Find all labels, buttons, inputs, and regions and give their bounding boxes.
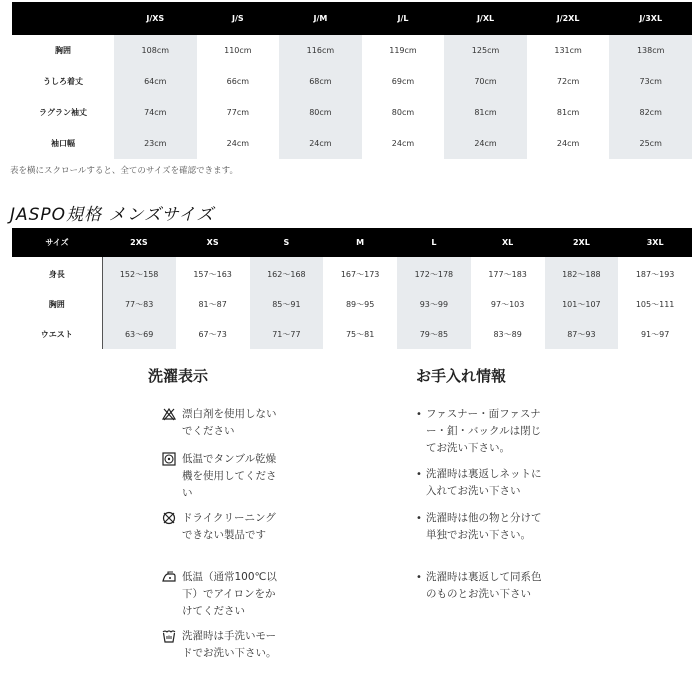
table-header-row bbox=[12, 2, 692, 35]
laundry-item-text: 洗濯時は手洗いモードでお洗い下さい。 bbox=[182, 630, 277, 659]
table-row bbox=[12, 257, 692, 289]
table-cell: 73cm bbox=[609, 66, 692, 97]
table-cell: 85〜91 bbox=[250, 289, 324, 319]
table-cell: 157〜163 bbox=[193, 269, 232, 279]
iron-low-temp-icon bbox=[162, 570, 176, 584]
table-cell: 24cm bbox=[391, 139, 415, 148]
table-header-cell bbox=[12, 2, 114, 35]
laundry-item-text: 低温でタンブル乾燥機を使用してください bbox=[182, 453, 277, 499]
table-cell: 81〜87 bbox=[198, 299, 227, 309]
row-label: うしろ着丈 bbox=[43, 77, 83, 86]
size-table-jaspo bbox=[12, 228, 692, 349]
row-label: 袖口幅 bbox=[51, 139, 75, 148]
table-cell: 71〜77 bbox=[250, 319, 324, 349]
table-row bbox=[12, 97, 692, 128]
table-cell: 138cm bbox=[609, 35, 692, 66]
bullet-icon: • bbox=[416, 572, 422, 583]
table-cell: 152〜158 bbox=[102, 257, 176, 289]
table-cell: 70cm bbox=[444, 66, 527, 97]
table-cell: 67〜73 bbox=[198, 329, 227, 339]
care-item-text: ファスナー・面ファスナー・釦・バックルは閉じてお洗い下さい。 bbox=[426, 408, 542, 454]
table-cell: 64cm bbox=[114, 66, 197, 97]
table-cell: 172〜178 bbox=[397, 257, 471, 289]
care-list-item bbox=[416, 510, 546, 544]
table-header-cell: J/XS bbox=[114, 2, 197, 35]
laundry-section-title: 洗濯表示 bbox=[148, 367, 209, 385]
table-cell: 105〜111 bbox=[635, 299, 675, 309]
table-cell: 24cm bbox=[226, 139, 250, 148]
table-cell: 101〜107 bbox=[545, 289, 619, 319]
table-header-cell: 2XL bbox=[545, 228, 619, 257]
no-dry-clean-icon bbox=[162, 511, 176, 525]
table-cell: 119cm bbox=[389, 46, 417, 55]
table-cell: 89〜95 bbox=[345, 299, 375, 309]
table-row bbox=[12, 66, 692, 97]
table-header-row bbox=[12, 228, 692, 257]
table-header-cell: J/XL bbox=[444, 2, 527, 35]
table-cell: 125cm bbox=[444, 35, 527, 66]
table-row bbox=[12, 289, 692, 319]
table-cell: 108cm bbox=[114, 35, 197, 66]
table-cell: 167〜173 bbox=[340, 269, 380, 279]
table-cell: 74cm bbox=[114, 97, 197, 128]
table-header-cell: J/M bbox=[279, 2, 362, 35]
table-cell: 24cm bbox=[279, 128, 362, 159]
table-cell: 69cm bbox=[391, 77, 415, 86]
table-cell: 80cm bbox=[279, 97, 362, 128]
bullet-icon: • bbox=[416, 409, 422, 420]
table-cell: 81cm bbox=[556, 108, 580, 117]
table-cell: 187〜193 bbox=[635, 269, 675, 279]
care-item-text: 洗濯時は裏返しネットに入れてお洗い下さい bbox=[426, 468, 542, 497]
table-cell: 79〜85 bbox=[397, 319, 471, 349]
laundry-item bbox=[162, 451, 282, 502]
table-cell: 81cm bbox=[444, 97, 527, 128]
table-cell: 97〜103 bbox=[490, 299, 525, 309]
laundry-item bbox=[162, 569, 282, 620]
table-cell: 68cm bbox=[279, 66, 362, 97]
table-cell: 77〜83 bbox=[102, 289, 176, 319]
row-label: 胸囲 bbox=[55, 46, 71, 55]
table-header-cell: S bbox=[250, 228, 324, 257]
bullet-icon: • bbox=[416, 513, 422, 524]
table-header-cell: J/S bbox=[197, 2, 280, 35]
laundry-item bbox=[162, 406, 282, 440]
table-header-cell: 3XL bbox=[618, 228, 692, 257]
laundry-item-text: 低温（通常100℃以下）でアイロンをかけてください bbox=[182, 571, 277, 617]
care-list-item bbox=[416, 406, 546, 457]
table-header-cell: J/2XL bbox=[527, 2, 610, 35]
care-list-item bbox=[416, 466, 546, 500]
table-header-cell: L bbox=[397, 228, 471, 257]
table-cell: 63〜69 bbox=[102, 319, 176, 349]
care-list-item bbox=[416, 569, 546, 603]
table-cell: 80cm bbox=[391, 108, 415, 117]
table-cell: 72cm bbox=[556, 77, 580, 86]
row-label: 胸囲 bbox=[48, 299, 65, 309]
table-cell: 87〜93 bbox=[545, 319, 619, 349]
table-cell: 75〜81 bbox=[345, 329, 375, 339]
table-header-cell: XS bbox=[176, 228, 250, 257]
table-cell: 93〜99 bbox=[397, 289, 471, 319]
table-row bbox=[12, 128, 692, 159]
care-section-title: お手入れ情報 bbox=[416, 367, 507, 385]
care-item-text: 洗濯時は裏返して同系色のものとお洗い下さい bbox=[426, 571, 542, 600]
scroll-hint-text: 表を横にスクロールすると、全てのサイズを確認できます。 bbox=[10, 166, 238, 176]
table-header-cell: M bbox=[323, 228, 397, 257]
no-bleach-icon bbox=[162, 407, 176, 421]
table-header-cell: 2XS bbox=[102, 228, 176, 257]
table-cell: 110cm bbox=[224, 46, 252, 55]
laundry-item bbox=[162, 510, 282, 544]
table-cell: 82cm bbox=[609, 97, 692, 128]
laundry-item bbox=[162, 628, 282, 662]
table-cell: 66cm bbox=[226, 77, 250, 86]
table-cell: 91〜97 bbox=[640, 329, 670, 339]
table-cell: 77cm bbox=[226, 108, 250, 117]
row-label: ウエスト bbox=[40, 329, 73, 339]
table-cell: 116cm bbox=[279, 35, 362, 66]
table-row bbox=[12, 319, 692, 349]
table-cell: 131cm bbox=[554, 46, 582, 55]
table-header-cell: サイズ bbox=[12, 228, 102, 257]
laundry-item-text: ドライクリーニングできない製品です bbox=[182, 512, 276, 541]
hand-wash-icon bbox=[162, 629, 176, 643]
table-cell: 24cm bbox=[556, 139, 580, 148]
row-label: ラグラン袖丈 bbox=[39, 108, 87, 117]
table-cell: 24cm bbox=[444, 128, 527, 159]
bullet-icon: • bbox=[416, 469, 422, 480]
low-temp-tumble-dry-icon bbox=[162, 452, 176, 466]
care-item-text: 洗濯時は他の物と分けて単独でお洗い下さい。 bbox=[426, 512, 542, 541]
section-heading-jaspo: JASPO規格 メンズサイズ bbox=[10, 205, 215, 225]
laundry-item-text: 漂白剤を使用しないでください bbox=[182, 408, 277, 437]
table-cell: 177〜183 bbox=[488, 269, 527, 279]
table-row bbox=[12, 35, 692, 66]
table-cell: 182〜188 bbox=[545, 257, 619, 289]
table-header-cell: J/3XL bbox=[609, 2, 692, 35]
table-cell: 83〜89 bbox=[493, 329, 522, 339]
row-label: 身長 bbox=[48, 269, 65, 279]
size-table-garment bbox=[12, 2, 692, 159]
table-cell: 25cm bbox=[609, 128, 692, 159]
table-header-cell: J/L bbox=[362, 2, 445, 35]
table-cell: 23cm bbox=[114, 128, 197, 159]
table-header-cell: XL bbox=[471, 228, 545, 257]
table-cell: 162〜168 bbox=[250, 257, 324, 289]
